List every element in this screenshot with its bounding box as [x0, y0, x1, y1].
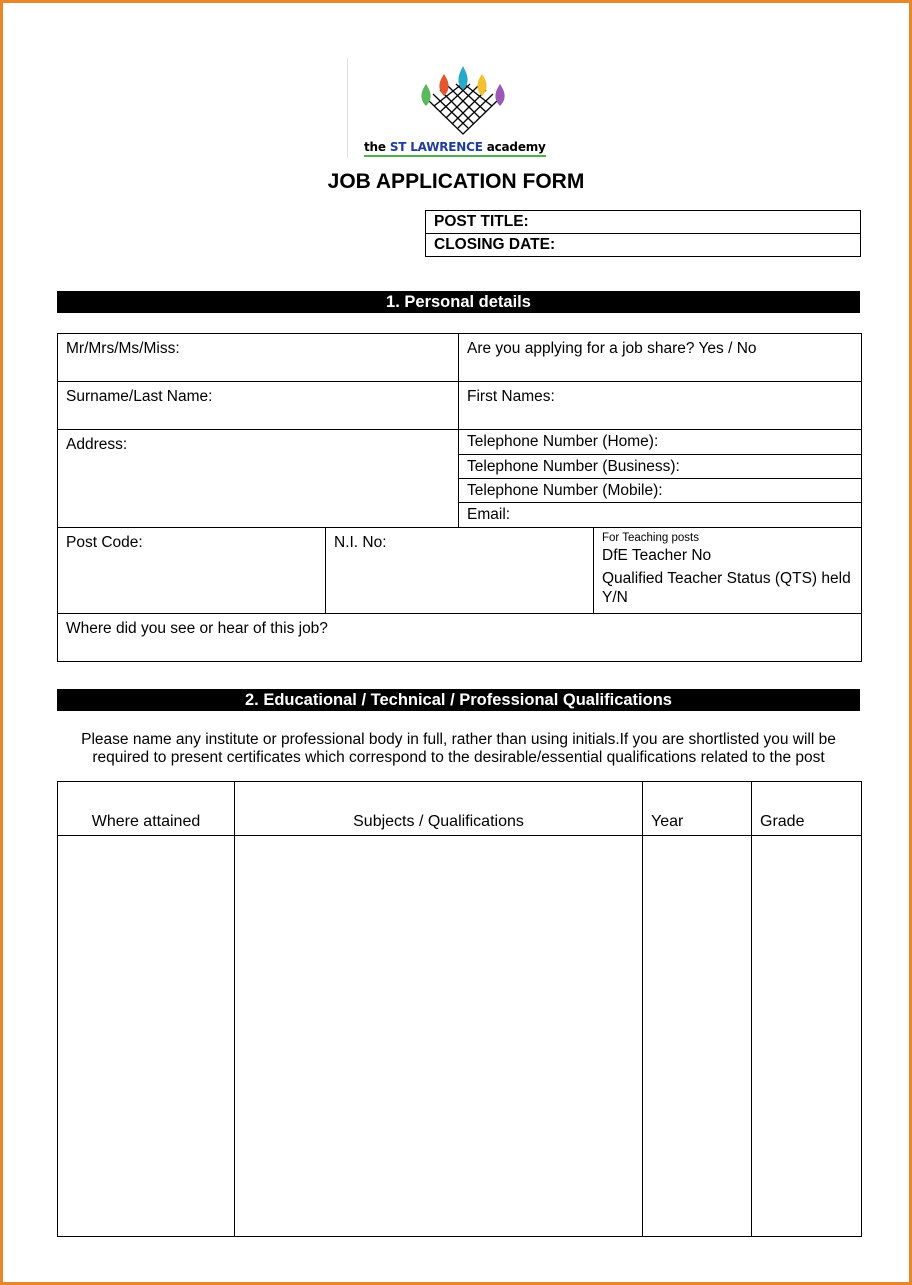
post-info-box: [425, 210, 861, 257]
contact-numbers: [459, 430, 862, 528]
instructions-line-1: Please name any institute or professional body in full, rather than using initials.If you are shortlisted you will be: [81, 731, 836, 748]
col-subjects: Subjects / Qualifications: [235, 782, 643, 836]
job-share-field[interactable]: Are you applying for a job share? Yes / No: [459, 334, 862, 382]
instructions-line-2: required to present certificates which correspond to the desirable/essential qualifications related to the post: [92, 749, 825, 766]
title-field[interactable]: Mr/Mrs/Ms/Miss:: [58, 334, 459, 382]
page-title: JOB APPLICATION FORM: [327, 170, 585, 193]
where-heard-field[interactable]: Where did you see or hear of this job?: [58, 614, 862, 662]
where-attained-input[interactable]: [58, 836, 235, 1237]
flame-lattice-icon: [408, 64, 518, 136]
academy-logo: [347, 58, 578, 158]
closing-date-field[interactable]: CLOSING DATE:: [426, 233, 860, 255]
email-field[interactable]: Email:: [459, 502, 861, 526]
ni-number-field[interactable]: N.I. No:: [326, 528, 594, 614]
tel-mobile-field[interactable]: Telephone Number (Mobile):: [459, 478, 861, 502]
section-1-heading: 1. Personal details: [57, 291, 860, 313]
section-2-heading: 2. Educational / Technical / Professional Qualifications: [57, 689, 860, 711]
col-grade: Grade: [752, 782, 862, 836]
post-title-field[interactable]: POST TITLE:: [434, 213, 529, 230]
post-code-field[interactable]: Post Code:: [58, 528, 326, 614]
address-field[interactable]: Address:: [58, 430, 459, 528]
col-year: Year: [643, 782, 752, 836]
col-where-attained: Where attained: [58, 782, 235, 836]
logo-wordmark: the ST LAWRENCE academy: [364, 140, 546, 157]
qts-status: Qualified Teacher Status (QTS) held Y/N: [602, 570, 851, 606]
subjects-input[interactable]: [235, 836, 643, 1237]
qualifications-table: [57, 781, 862, 1237]
first-names-field[interactable]: First Names:: [459, 382, 862, 430]
personal-details-table: [57, 333, 862, 528]
year-input[interactable]: [643, 836, 752, 1237]
grade-input[interactable]: [752, 836, 862, 1237]
tel-home-field[interactable]: Telephone Number (Home):: [467, 433, 659, 450]
qualifications-instructions: [57, 731, 860, 767]
dfe-teacher-no: DfE Teacher No: [602, 547, 712, 564]
tel-business-field[interactable]: Telephone Number (Business):: [459, 454, 861, 478]
surname-field[interactable]: Surname/Last Name:: [58, 382, 459, 430]
personal-details-table-2: [57, 527, 862, 662]
teaching-posts-note: For Teaching posts: [602, 532, 699, 544]
teaching-posts-field[interactable]: [594, 528, 862, 614]
